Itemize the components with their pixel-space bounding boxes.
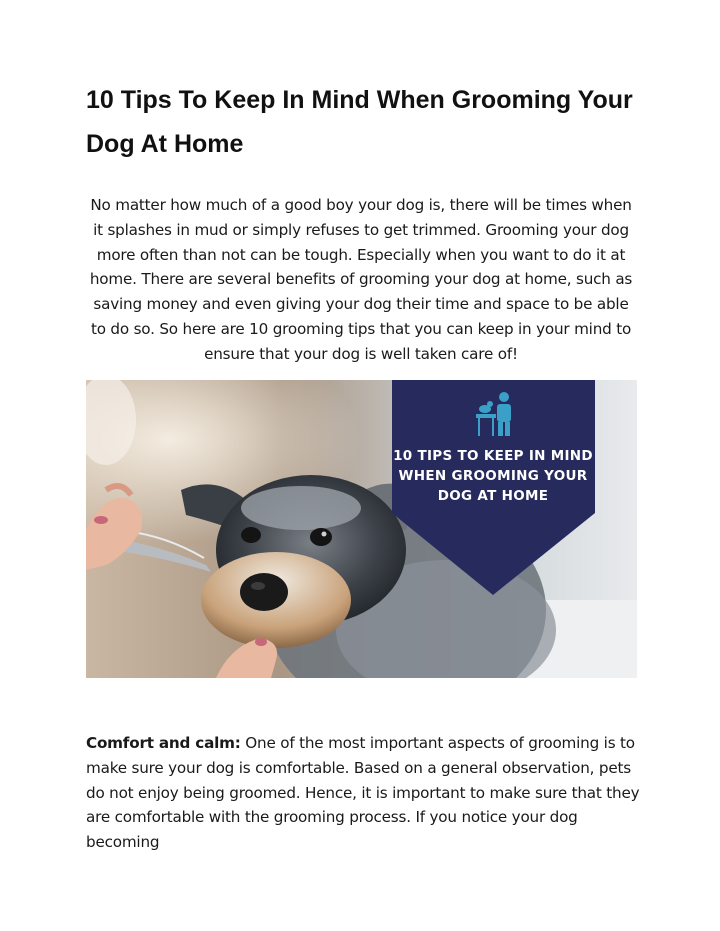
dog-nose (240, 573, 288, 611)
banner-line-3: DOG AT HOME (437, 488, 549, 504)
banner-line-1: 10 TIPS TO KEEP IN MIND (393, 448, 593, 464)
section-heading: Comfort and calm: (86, 734, 241, 752)
section-comfort-and-calm (86, 731, 641, 855)
dog-eye-right (310, 528, 332, 546)
hero-image (86, 380, 637, 678)
intro-paragraph: No matter how much of a good boy your dog is, there will be times when it splashes in mud or simply refuses to get trimmed. Grooming your dog more often than not can be tough. Especially when you want to do it at home. There are several benefits of grooming your dog at home, such as saving money and even giving your dog their time and space to be able to do so. So here are 10 grooming tips that you can keep in your mind to ensure that your dog is well taken care of! (89, 196, 633, 363)
section-text: One of the most important aspects of grooming is to make sure your dog is comfortable. Based on a general observation, pets do not enjoy being groomed. Hence, it is important to make sure that they are comfortable with the grooming process. If you notice your dog becoming (86, 734, 640, 852)
dog-eye-left (241, 527, 261, 543)
banner-line-2: WHEN GROOMING YOUR (398, 468, 588, 484)
article-title: 10 Tips To Keep In Mind When Grooming Your Dog At Home (86, 86, 633, 158)
